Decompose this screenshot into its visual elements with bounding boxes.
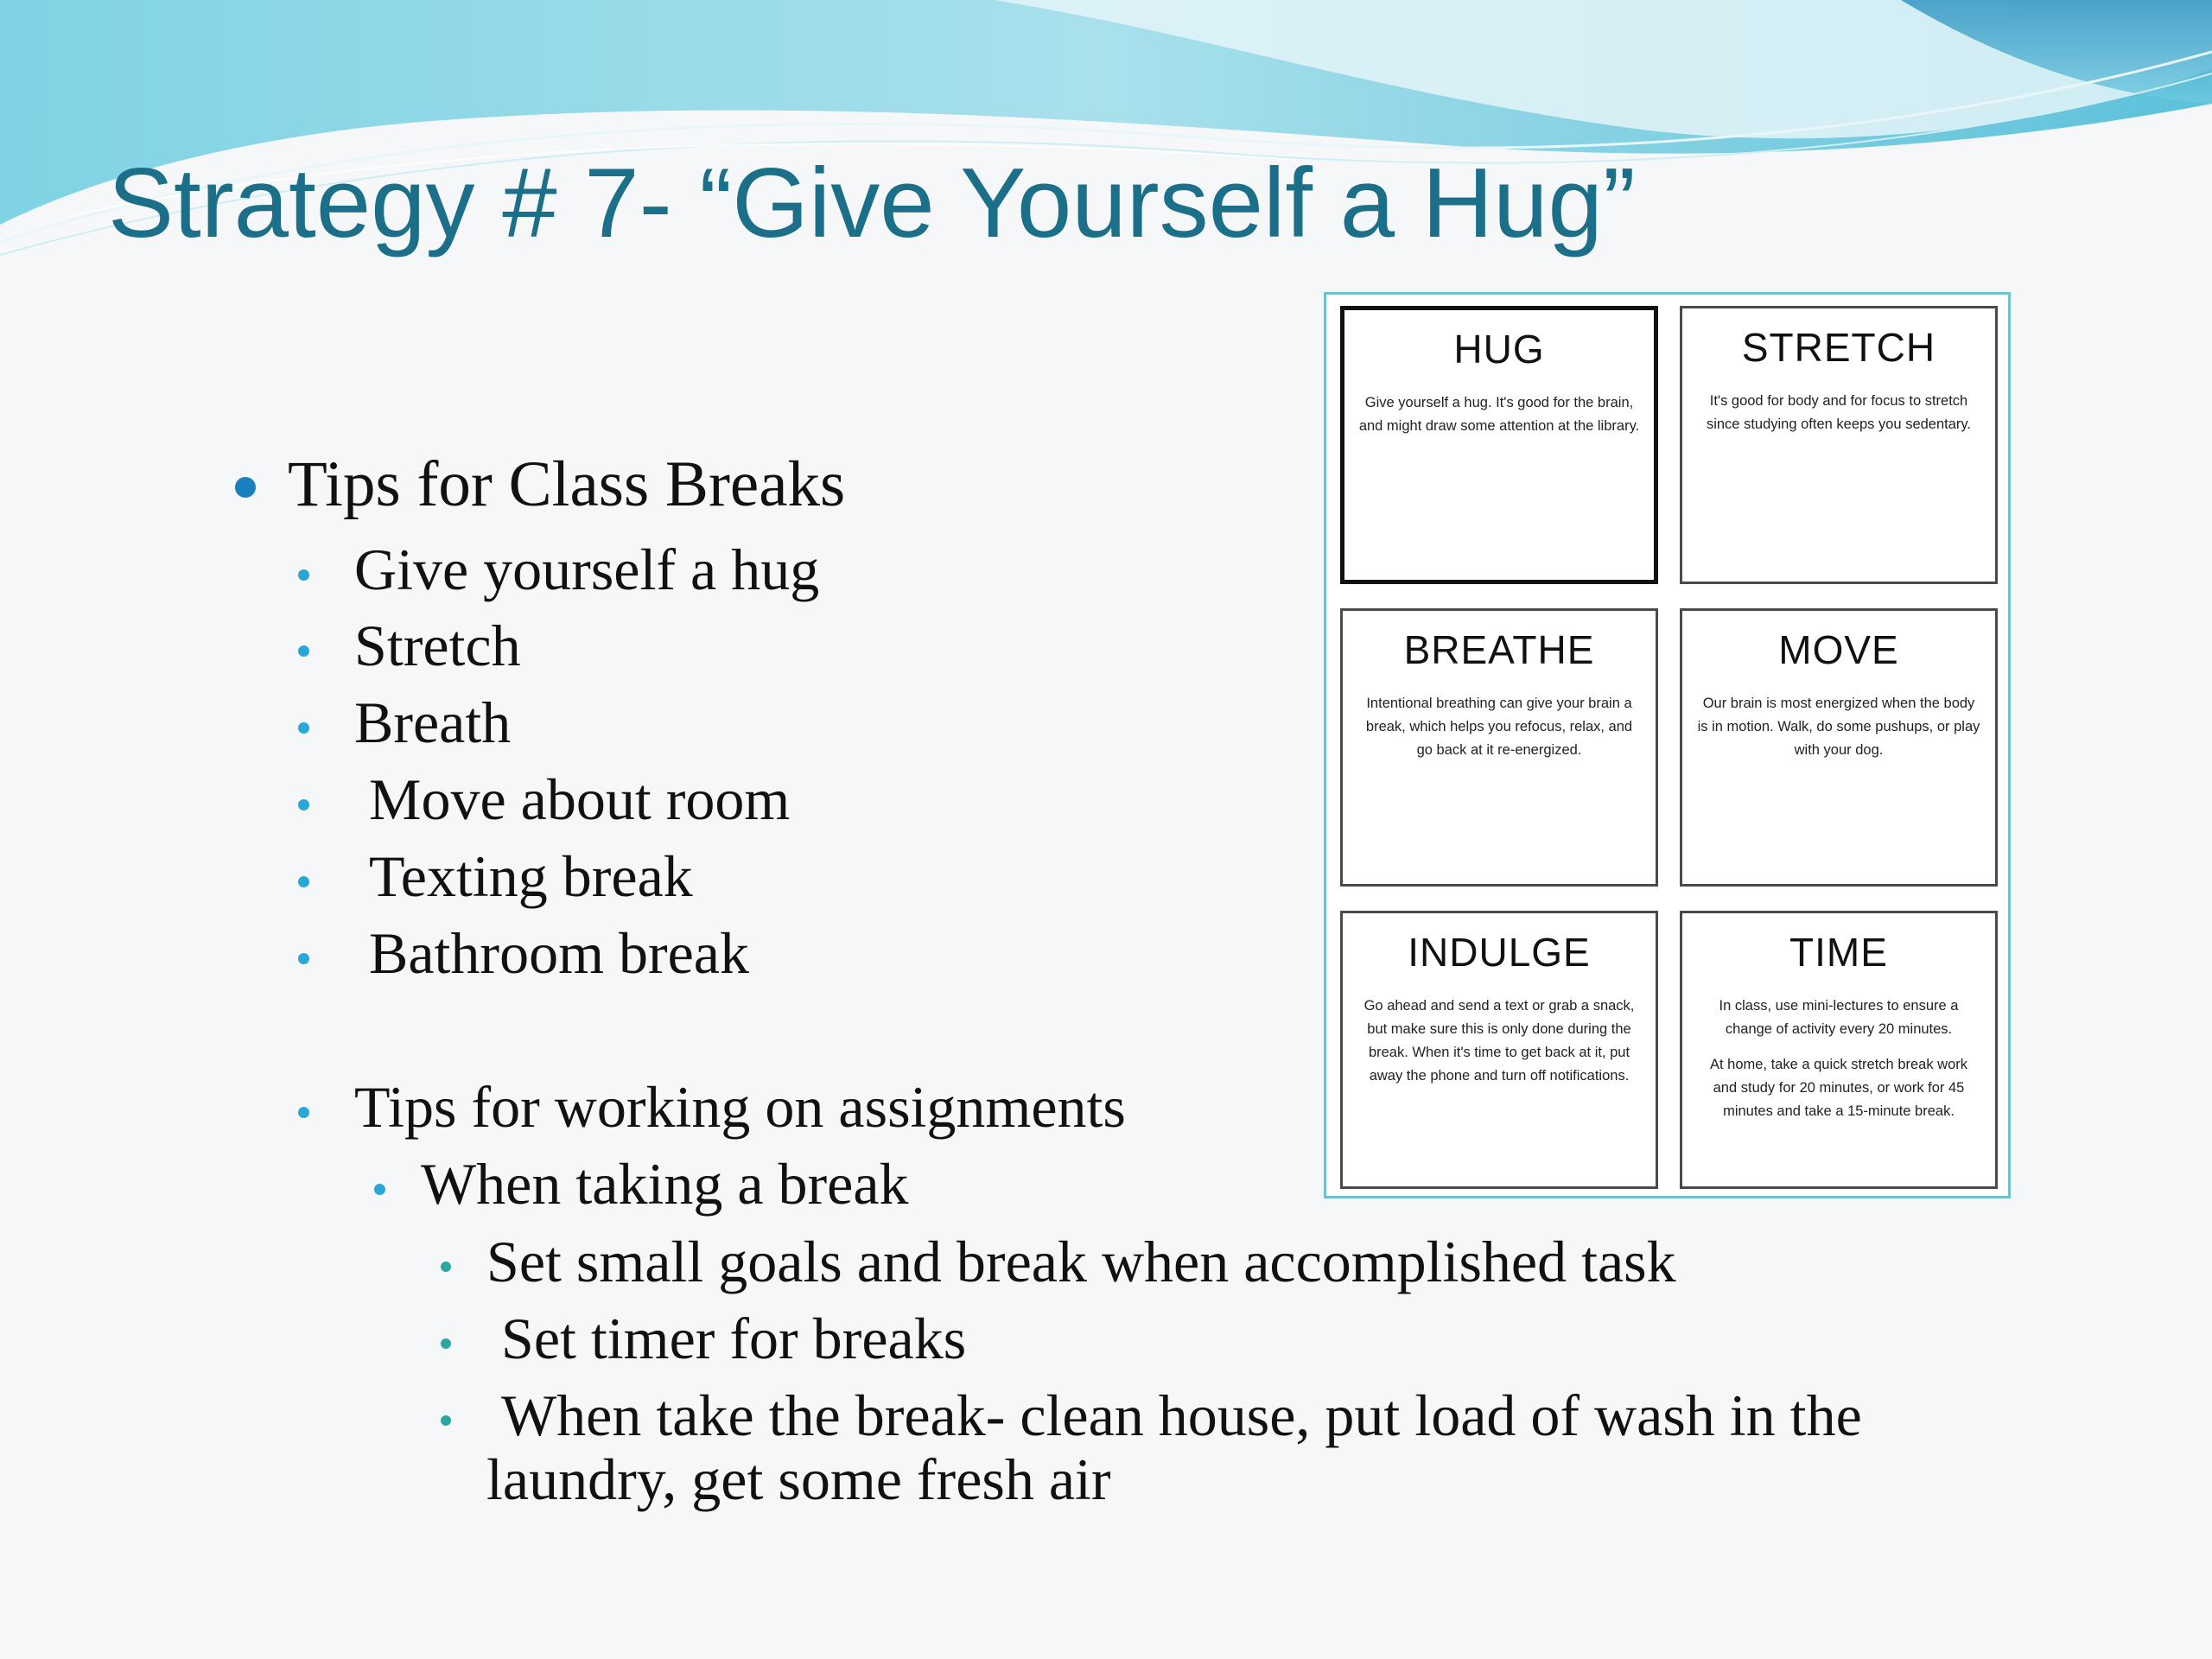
card-breathe [1340, 608, 1658, 887]
bullet-dot [298, 1107, 309, 1118]
bullet-dot [298, 722, 309, 734]
list-item: Texting break [369, 843, 693, 909]
bullet-dot [298, 876, 309, 887]
bullet-dot [298, 799, 309, 810]
card-title: STRETCH [1741, 325, 1936, 370]
assignments-subheading: When taking a break [421, 1151, 909, 1217]
card-text: It's good for body and for focus to stretch since studying often keeps you sedentary. [1706, 393, 1972, 432]
card-time [1680, 911, 1998, 1189]
list-item: Give yourself a hug [354, 537, 820, 602]
card-text: Our brain is most energized when the body is in motion. Walk, do some pushups, or play with your dog. [1697, 696, 1980, 758]
card-hug [1340, 306, 1658, 584]
bullet-dot [298, 953, 309, 964]
card-move [1680, 608, 1998, 887]
list-item: Stretch [354, 613, 521, 678]
card-title: HUG [1453, 327, 1545, 372]
card-text: Give yourself a hug. It's good for the brain, and might draw some attention at the library. [1358, 395, 1640, 434]
break-cards-image [1324, 292, 2011, 1198]
card-stretch [1680, 306, 1998, 584]
bullet-dot [235, 477, 256, 498]
card-title: BREATHE [1403, 627, 1595, 672]
slide-title: Strategy # 7- “Give Yourself a Hug” [108, 149, 1636, 258]
card-indulge [1340, 911, 1658, 1189]
card-title: TIME [1789, 930, 1888, 975]
card-title: INDULGE [1408, 930, 1591, 975]
list-item: Set timer for breaks [501, 1306, 967, 1371]
card-title: MOVE [1778, 627, 1899, 672]
assignments-heading: Tips for working on assignments [354, 1074, 1126, 1140]
list-item: When take the break- clean house, put load of wash in the [501, 1382, 1862, 1448]
card-text: Intentional breathing can give your brain a break, which helps you refocus, relax, and go back at it re-energized. [1365, 696, 1633, 758]
bullet-dot [441, 1262, 451, 1272]
bullet-dot [298, 645, 309, 657]
card-text: At home, take a quick stretch break work and study for 20 minutes, or work for 45 minutes and take a 15-minute break. [1709, 1057, 1968, 1119]
bullet-dot [298, 569, 309, 581]
bullet-dot [374, 1184, 385, 1195]
list-item: Bathroom break [369, 920, 749, 986]
class-breaks-heading: Tips for Class Breaks [288, 448, 846, 520]
bullet-dot [441, 1415, 451, 1426]
card-text: In class, use mini-lectures to ensure a change of activity every 20 minutes. [1719, 998, 1959, 1037]
card-text: Go ahead and send a text or grab a snack, but make sure this is only done during the break. When it's time to get back at it, put away the phone and turn off notifications. [1363, 998, 1635, 1084]
list-item: Move about room [369, 766, 791, 832]
list-item: Breath [354, 690, 512, 755]
bullet-dot [441, 1338, 451, 1349]
list-item-continuation: laundry, get some fresh air [486, 1446, 1111, 1512]
list-item: Set small goals and break when accomplished task [486, 1229, 1676, 1294]
